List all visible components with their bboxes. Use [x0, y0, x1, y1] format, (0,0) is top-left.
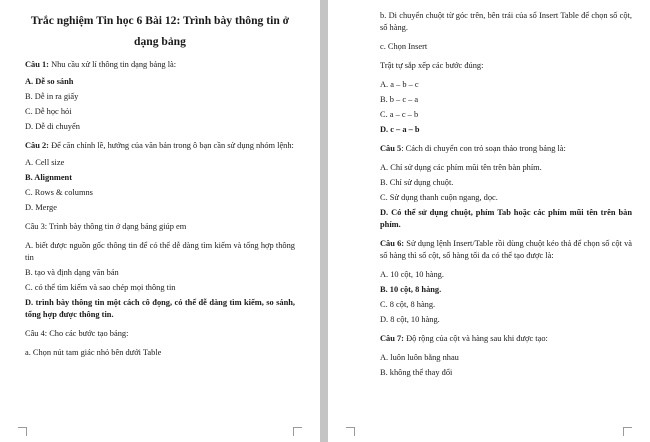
q4-step-c: c. Chọn Insert	[380, 42, 428, 51]
question-6-number: Câu 6:	[380, 239, 405, 248]
q1-option-c: C. Dễ học hỏi	[25, 107, 72, 116]
page-corner-mark	[18, 427, 27, 436]
question-5	[380, 143, 632, 155]
q2-option-d: D. Merge	[25, 203, 57, 212]
page-left	[0, 0, 320, 442]
page-left-content	[25, 10, 295, 362]
page-right	[328, 0, 650, 442]
q5-option-a: A. Chỉ sử dụng các phím mũi tên trên bàn phím.	[380, 163, 542, 172]
question-2	[25, 140, 295, 152]
page-corner-mark	[346, 427, 355, 436]
question-6-text: Sử dụng lệnh Insert/Table rồi dùng chuột kéo thả để chọn số cột và số hàng thì số cột, số hàng tối đa có thể tạo được là:	[380, 239, 633, 260]
q1-option-b: B. Dễ in ra giấy	[25, 92, 79, 101]
q4-option-b: B. b – c – a	[380, 95, 419, 104]
q6-option-d: D. 8 cột, 10 hàng.	[380, 315, 440, 324]
question-1	[25, 59, 295, 71]
q4-option-c: C. a – c – b	[380, 110, 419, 119]
q3-option-c: C. có thể tìm kiếm và sao chép mọi thông tin	[25, 283, 176, 292]
q1-option-d: D. Dễ di chuyển	[25, 122, 80, 131]
question-2-number: Câu 2:	[25, 141, 49, 150]
q3-option-d: D. trình bày thông tin một cách cô đọng, có thể dễ dàng tìm kiếm, so sánh, tổng hợp được thông tin.	[25, 298, 295, 319]
q4-order-prompt: Trật tự sắp xếp các bước đúng:	[380, 61, 484, 70]
q5-option-d: D. Có thể sử dụng chuột, phím Tab hoặc các phím mũi tên trên bàn phím.	[380, 208, 632, 229]
q4-step-a: a. Chọn nút tam giác nhỏ bên dưới Table	[25, 348, 162, 357]
question-1-text: Nhu cầu xử lí thông tin dạng bảng là:	[48, 60, 177, 69]
question-7-text: Độ rộng của cột và hàng sau khi được tạo:	[403, 334, 548, 343]
page-corner-mark	[623, 427, 632, 436]
q3-option-b: B. tạo và định dạng văn bản	[25, 268, 119, 277]
question-3: Câu 3: Trình bày thông tin ở dạng bảng giúp em	[25, 222, 187, 231]
q2-option-a: A. Cell size	[25, 158, 65, 167]
q2-option-b: B. Alignment	[25, 173, 72, 182]
question-2-text: Để căn chỉnh lề, hướng của văn bản trong ô bạn cần sử dụng nhóm lệnh:	[48, 141, 294, 150]
q6-option-b: B. 10 cột, 8 hàng.	[380, 285, 442, 294]
page-corner-mark	[293, 427, 302, 436]
question-1-number: Câu 1:	[25, 60, 49, 69]
q2-option-c: C. Rows & columns	[25, 188, 93, 197]
q4-step-b: b. Di chuyển chuột từ góc trên, bên trái của sổ Insert Table để chọn số cột, số hàng.	[380, 11, 632, 32]
q5-option-b: B. Chỉ sử dụng chuột.	[380, 178, 454, 187]
q6-option-a: A. 10 cột, 10 hàng.	[380, 270, 444, 279]
q1-option-a: A. Dễ so sánh	[25, 77, 74, 86]
q7-option-b: B. không thể thay đổi	[380, 368, 453, 377]
question-5-number: Câu 5	[380, 144, 402, 153]
q4-option-a: A. a – b – c	[380, 80, 419, 89]
q4-option-d: D. c – a – b	[380, 125, 420, 134]
question-7	[380, 333, 632, 345]
question-6	[380, 238, 632, 262]
q6-option-c: C. 8 cột, 8 hàng.	[380, 300, 436, 309]
question-5-text: : Cách di chuyển con trỏ soạn thảo trong bảng là:	[401, 144, 566, 153]
q5-option-c: C. Sử dụng thanh cuộn ngang, dọc.	[380, 193, 498, 202]
question-7-number: Câu 7:	[380, 334, 404, 343]
page-right-content	[380, 10, 632, 382]
question-4: Câu 4: Cho các bước tạo bảng:	[25, 329, 129, 338]
q7-option-a: A. luôn luôn bằng nhau	[380, 353, 459, 362]
document-title: Trắc nghiệm Tin học 6 Bài 12: Trình bày thông tin ở dạng bảng	[30, 14, 290, 48]
q3-option-a: A. biết được nguồn gốc thông tin để có thể dễ dàng tìm kiếm và tổng hợp thông tin	[25, 241, 295, 262]
